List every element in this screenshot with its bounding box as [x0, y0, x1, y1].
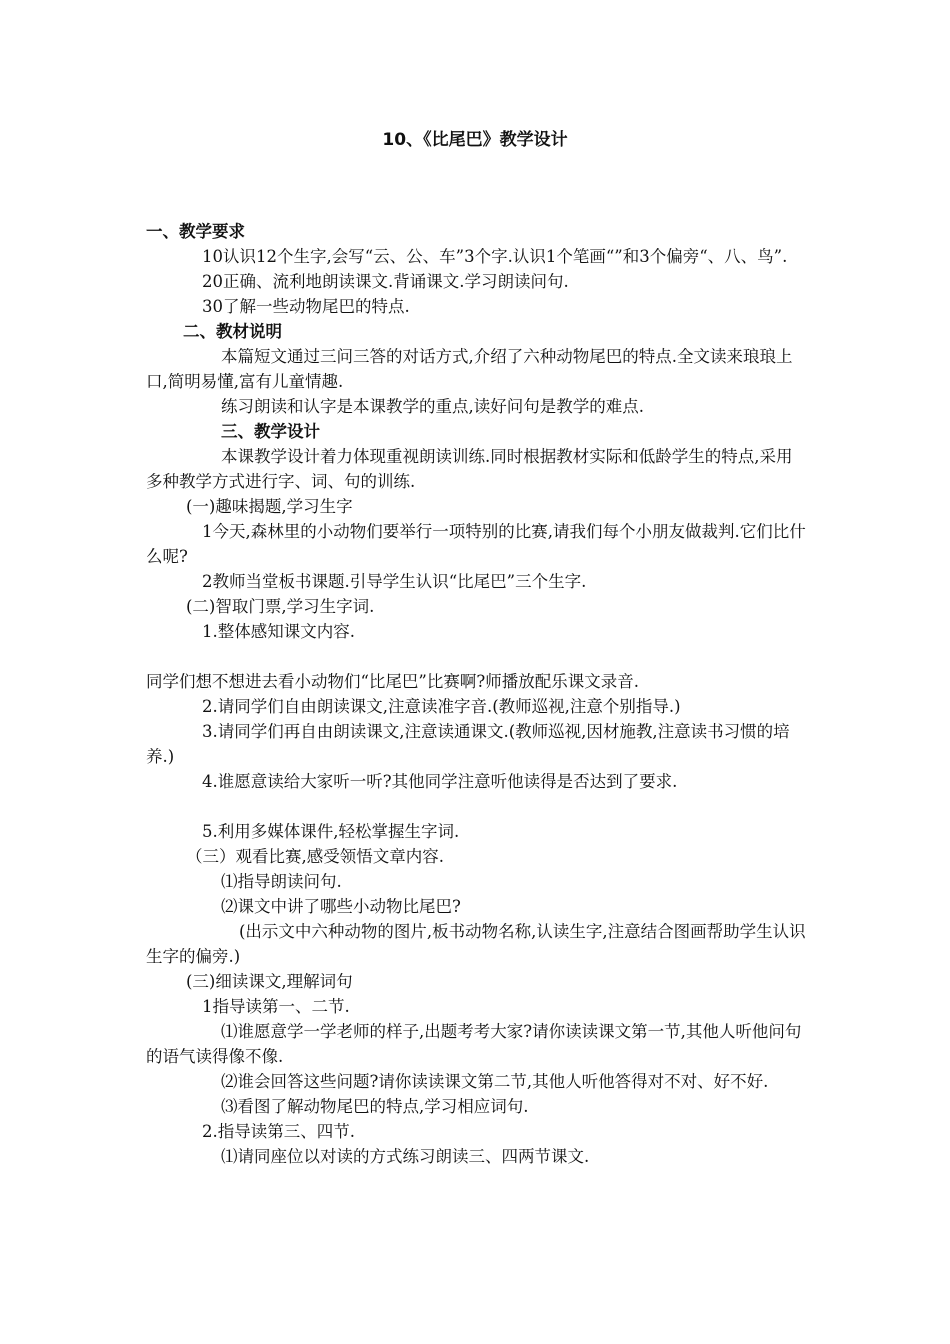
- section-heading: 二、教材说明: [183, 322, 282, 341]
- paragraph: ⑵课文中讲了哪些小动物比尾巴?: [221, 897, 461, 916]
- paragraph: 2.请同学们自由朗读课文,注意读准字音.(教师巡视,注意个别指导.): [202, 697, 681, 716]
- paragraph: 1.整体感知课文内容.: [202, 622, 355, 641]
- paragraph: 4.谁愿意读给大家听一听?其他同学注意听他读得是否达到了要求.: [202, 772, 678, 791]
- blank-line: [146, 644, 806, 669]
- section-heading: 一、教学要求: [146, 222, 245, 241]
- document-title: 10、《比尾巴》教学设计: [382, 130, 568, 150]
- subsection-heading: (三)细读课文,理解词句: [186, 972, 353, 991]
- document-body: [146, 219, 806, 1169]
- subsection-heading: (一)趣味揭题,学习生字: [186, 497, 353, 516]
- paragraph: 10认识12个生字,会写“云、公、车”3个字.认识1个笔画“”和3个偏旁“、八、鸟”.: [202, 247, 788, 266]
- paragraph: 3.请同学们再自由朗读课文,注意读通课文.(教师巡视,因材施教,注意读书习惯的培养.): [146, 722, 790, 766]
- paragraph: 30了解一些动物尾巴的特点.: [202, 297, 410, 316]
- subsection-heading: (二)智取门票,学习生字词.: [186, 597, 375, 616]
- paragraph: ⑴指导朗读问句.: [221, 872, 342, 891]
- paragraph: ⑶看图了解动物尾巴的特点,学习相应词句.: [221, 1097, 529, 1116]
- blank-line: [146, 794, 806, 819]
- paragraph: 本篇短文通过三问三答的对话方式,介绍了六种动物尾巴的特点.全文读来琅琅上口,简明易懂,富有儿童情趣.: [146, 347, 793, 391]
- paragraph: 1指导读第一、二节.: [202, 997, 350, 1016]
- paragraph: 本课教学设计着力体现重视朗读训练.同时根据教材实际和低龄学生的特点,采用多种教学方式进行字、词、句的训练.: [146, 447, 793, 491]
- paragraph: 1今天,森林里的小动物们要举行一项特别的比赛,请我们每个小朋友做裁判.它们比什么呢?: [146, 522, 806, 566]
- paragraph: ⑴谁愿意学一学老师的样子,出题考考大家?请你读读课文第一节,其他人听他问句的语气读得像不像.: [146, 1022, 802, 1066]
- paragraph: 20正确、流利地朗读课文.背诵课文.学习朗读问句.: [202, 272, 569, 291]
- section-heading: 三、教学设计: [221, 422, 320, 441]
- paragraph: 2教师当堂板书课题.引导学生认识“比尾巴”三个生字.: [202, 572, 587, 591]
- paragraph: ⑵谁会回答这些问题?请你读读课文第二节,其他人听他答得对不对、好不好.: [221, 1072, 769, 1091]
- subsection-heading: （三）观看比赛,感受领悟文章内容.: [186, 847, 444, 866]
- paragraph: ⑴请同座位以对读的方式练习朗读三、四两节课文.: [221, 1147, 590, 1166]
- paragraph: 练习朗读和认字是本课教学的重点,读好问句是教学的难点.: [221, 397, 644, 416]
- paragraph: 同学们想不想进去看小动物们“比尾巴”比赛啊?师播放配乐课文录音.: [146, 672, 639, 691]
- paragraph: 2.指导读第三、四节.: [202, 1122, 355, 1141]
- paragraph: (出示文中六种动物的图片,板书动物名称,认读生字,注意结合图画帮助学生认识生字的偏旁.): [146, 922, 806, 966]
- paragraph: 5.利用多媒体课件,轻松掌握生字词.: [202, 822, 460, 841]
